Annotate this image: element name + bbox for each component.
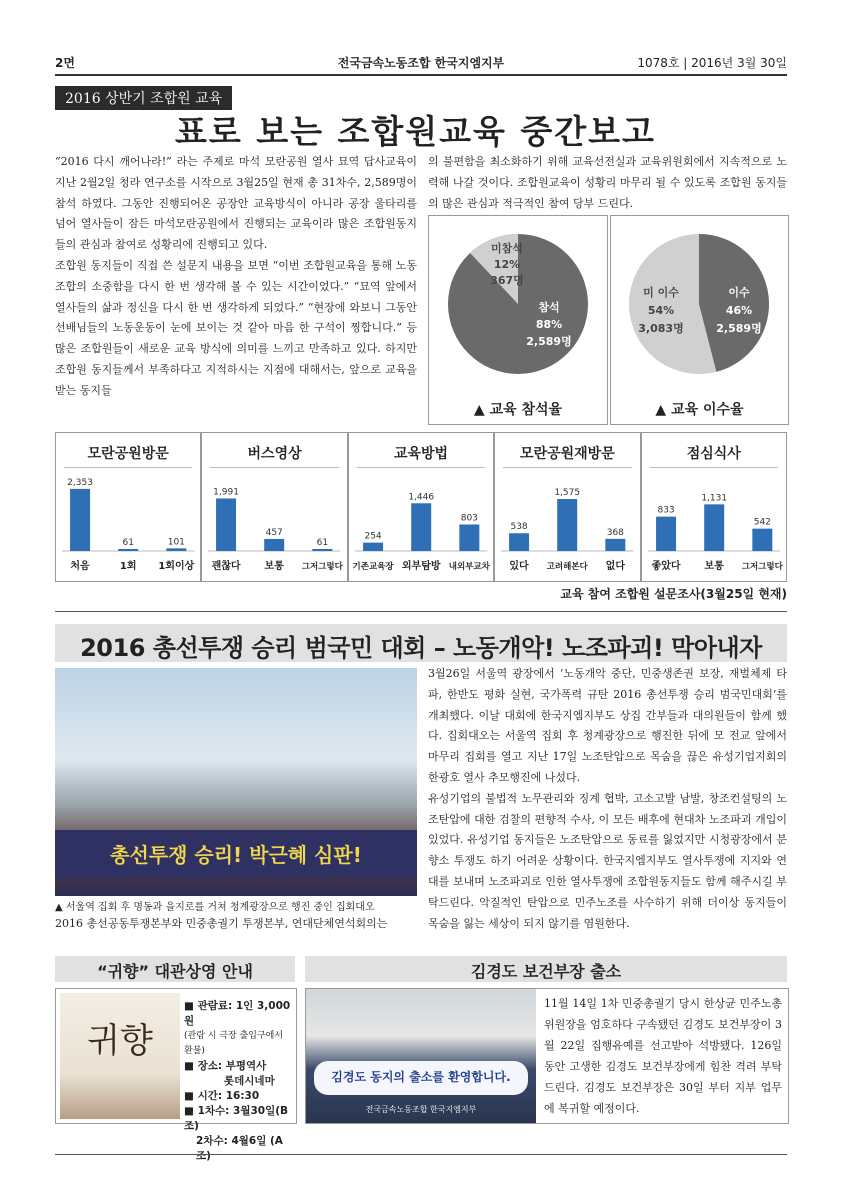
pie-count: 2,589명 (526, 335, 572, 348)
info-line: 2차수: 4월6일 (A조) (196, 1135, 283, 1162)
bar (70, 489, 90, 551)
bar-chart-4 (494, 432, 640, 582)
bar-value-label: 368 (606, 527, 625, 538)
chart-plot (202, 473, 346, 578)
page-header (55, 50, 787, 70)
chart-title: 교육방법 (393, 446, 449, 462)
bar (509, 533, 529, 551)
category-label: 1회이상 (158, 561, 195, 572)
article4-title: 김경도 보건부장 출소 (470, 962, 622, 981)
pie-pct: 12% (493, 258, 521, 271)
info-line: ■ 관람료: 1인 3,000원 (184, 1000, 291, 1027)
chart-title-rule (64, 467, 192, 468)
category-label: 좋았다 (651, 561, 681, 572)
chart-title: 모란공원재방문 (520, 446, 615, 462)
article2-right-text (428, 664, 787, 934)
movie-poster (60, 993, 180, 1119)
bar (557, 499, 577, 551)
info-line: 롯데시네마 (224, 1075, 275, 1087)
issue-date: 1078호 | 2016년 3월 30일 (637, 56, 787, 70)
chart-title-rule (357, 467, 485, 468)
bar (704, 504, 724, 551)
bar-value-label: 833 (657, 505, 675, 516)
pie-count: 3,083명 (638, 322, 684, 335)
pie-completion (610, 215, 789, 425)
info-line: (관람 시 극장 출입구에서 환불) (184, 1031, 284, 1056)
article1-left-text (55, 152, 417, 422)
bar-value-label: 1,131 (700, 493, 727, 504)
footer-rule (55, 1154, 787, 1155)
header-rule (55, 74, 787, 76)
chart-plot (56, 473, 200, 578)
survey-caption: 교육 참여 조합원 설문조사(3월25일 현재) (560, 587, 787, 601)
pie-completion-svg (611, 216, 788, 396)
category-label: 보통 (704, 561, 724, 572)
bar (363, 543, 383, 551)
release-photo (306, 989, 536, 1123)
chart-title: 모란공원방문 (87, 446, 169, 462)
category-label: 기존교육장 (352, 562, 394, 572)
category-label: 처음 (70, 561, 90, 572)
article3-box (55, 988, 297, 1162)
chart-plot (349, 473, 493, 578)
pie-label: 미 이수 (643, 286, 679, 299)
pie-caption: ▲ 교육 참석율 (473, 402, 563, 418)
bar-value-label: 538 (510, 522, 528, 533)
poster-title: 귀향 (87, 1021, 153, 1061)
chart-title-rule (650, 467, 778, 468)
bar (606, 539, 626, 551)
chart-plot (642, 473, 786, 578)
category-label: 고려해본다 (546, 562, 588, 572)
article4-title-banner (305, 956, 787, 982)
category-label: 그저그렇다 (302, 562, 344, 572)
pie-label: 미참석 (491, 242, 523, 255)
page-number: 2면 (55, 56, 75, 70)
bar (459, 525, 479, 551)
article2-title-banner (55, 624, 787, 662)
bar (216, 498, 236, 551)
bar (166, 548, 186, 551)
chart-title-rule (210, 467, 338, 468)
screening-info (184, 999, 294, 1164)
photo-caption: ▲ 서울역 집회 후 명동과 을지로를 거쳐 청계광장으로 행진 중인 집회대오 (55, 902, 375, 913)
bar-value-label: 457 (265, 527, 284, 538)
pie-label: 이수 (728, 286, 750, 299)
article3-title: “귀향” 대관상영 안내 (97, 962, 253, 981)
pie-count: 367명 (490, 274, 524, 287)
article1-title: 표로 보는 조합원교육 중간보고 (175, 112, 656, 151)
bar (656, 517, 676, 551)
pie-pct: 46% (725, 304, 753, 317)
bar (265, 539, 285, 551)
bar (118, 549, 138, 551)
article3-title-banner (55, 956, 295, 982)
bar-value-label: 101 (167, 537, 185, 548)
bar-chart-5 (641, 432, 787, 582)
article2-left-text: 2016 총선공동투쟁본부와 민중총궐기 투쟁본부, 연대단체연석회의는 (55, 917, 388, 930)
info-line: ■ 장소: 부평역사 (184, 1060, 267, 1072)
category-label: 없다 (605, 561, 626, 572)
bar (411, 503, 431, 551)
info-line: ■ 1차수: 3월30일(B조) (184, 1105, 289, 1132)
bar-value-label: 1,991 (213, 487, 240, 498)
info-line: ■ 시간: 16:30 (184, 1090, 260, 1102)
category-label: 1회 (119, 561, 137, 572)
paragraph: 조합원 동지들이 직접 쓴 설문지 내용을 보면 “이번 조합원교육을 통해 노동조합의 소중함을 다시 한 번 생각해 볼 수 있는 시간이었다.” “묘역 앞에서 열사들의 삶과 정신을 다시 한 번 생각하게 되었다.” “현장에 와보니 그동안 선배님들의 노동운동이 눈에 보이는 것 같아 마음 한 구석이 찡합니다.” 등 많은 조합원들이 새로운 교육 방식에 의미를 느끼고 만족하고 있다. 하지만 조합원 동지들께서 부족하다고 지적하시는 지점에 대해서는, 앞으로 교육을 받는 동지들 (55, 258, 417, 397)
photo-subbanner: 전국금속노동조합 한국지엠지부 (365, 1105, 477, 1114)
bar-chart-1 (55, 432, 201, 582)
chart-title-rule (503, 467, 631, 468)
photo-banner-text: 김경도 동지의 출소를 환영합니다. (331, 1070, 511, 1084)
pie-count: 2,589명 (716, 322, 762, 335)
category-label: 외부탐방 (401, 561, 441, 572)
paragraph: 유성기업의 불법적 노무관리와 징계 협박, 고소고발 남발, 창조컨설팅의 노조탄압에 대한 검찰의 편향적 수사, 이 모든 배후에 현대차 노조파괴 개입이 있었다. 유성기업 동지들은 노조탄압으로 동료를 잃었지만 시청광장에서 분향소 투쟁도 하기 어려운 상황이다. 한국지엠지부도 열사투쟁에 지지와 연대를 보내며 노조파괴로 인한 열사투쟁에 조합원동지들도 함께 해주시길 부탁드린다. 악질적인 탄압으로 민주노조를 사수하기 위해 더이상 동지들이 목숨을 잃는 세상이 되지 않기를 염원한다. (428, 791, 787, 930)
category-label: 있다 (509, 561, 529, 572)
category-label: 내외부교차 (448, 562, 490, 572)
org-name: 전국금속노동조합 한국지엠지부 (337, 56, 505, 70)
bar-value-label: 2,353 (67, 477, 93, 488)
photo-banner-text: 총선투쟁 승리! 박근혜 심판! (110, 843, 362, 867)
chart-title: 점심식사 (686, 446, 741, 462)
section-tag: 2016 상반기 조합원 교육 (55, 86, 232, 110)
article4-box (305, 988, 789, 1124)
bar-value-label: 803 (460, 513, 478, 524)
rally-photo (55, 668, 417, 896)
bar-value-label: 542 (753, 517, 771, 528)
bar-chart-2 (201, 432, 347, 582)
category-label: 괜찮다 (211, 561, 241, 572)
pie-pct: 88% (535, 318, 563, 331)
chart-plot (495, 473, 639, 578)
category-label: 그저그렇다 (741, 562, 783, 572)
bar-value-label: 254 (364, 531, 382, 542)
article4-text: 11월 14일 1차 민중총궐기 당시 한상균 민주노총 위원장을 엄호하다 구속됐던 김경도 보건부장이 3월 22일 집행유예를 선고받아 석방됐다. 126일 동안 고생한 김경도 보건부장에게 힘찬 격려 부탁드린다. 김경도 보건부장은 30일 부터 지부 업무에 복귀할 예정이다. (544, 997, 782, 1115)
chart-title: 버스영상 (247, 446, 302, 462)
pie-pct: 54% (647, 304, 675, 317)
bar (313, 549, 333, 551)
bar-value-label: 1,575 (554, 488, 581, 499)
pie-attendance (428, 215, 608, 425)
paragraph: “2016 다시 깨어나라!” 라는 주제로 마석 모란공원 열사 묘역 답사교육이 지난 2월2일 청라 연구소를 시작으로 3월25일 현재 총 31차수, 2,589명이 참석 하였다. 그동안 진행되어온 공장안 교육방식이 아니라 공장 울타리를 넘어 열사들이 잠든 마석모란공원에서 진행되는 교육이라 많은 조합원동지들의 관심과 참여로 성황리에 진행되고 있다. (55, 155, 417, 252)
pie-label: 참석 (538, 301, 560, 314)
bar (752, 529, 772, 551)
section-divider (55, 611, 787, 612)
pie-caption: ▲ 교육 이수율 (655, 402, 744, 418)
bar-value-label: 61 (122, 538, 134, 548)
paragraph: 3월26일 서울역 광장에서 ‘노동개악 중단, 민중생존권 보장, 재벌체제 타파, 한반도 평화 실현, 국가폭력 규탄 2016 총선투쟁 승리 범국민대회’를 개최했다. 이날 대회에 한국지엠지부도 상집 간부들과 대의원들이 함께 했다. 집회대오는 서울역 집회 후 청계광장으로 행진한 뒤에 모 전교 앞에서 마무리 집회를 열고 지난 17일 노조탄압으로 목숨을 끊은 유성기업지회의 한광호 열사 추모행진에 나섰다. (428, 667, 787, 784)
bar-chart-3 (348, 432, 494, 582)
article2-title: 2016 총선투쟁 승리 범국민 대회 – 노동개악! 노조파괴! 막아내자 (80, 634, 762, 662)
bar-value-label: 1,446 (408, 492, 434, 503)
article1-right-text: 의 불편함을 최소화하기 위해 교육선전실과 교육위원회에서 지속적으로 노력해 나갈 것이다. 조합원교육이 성황리 마무리 될 수 있도록 조합원 동지들의 많은 관심과 적극적인 참여 당부 드린다. (428, 155, 787, 210)
bar-value-label: 61 (316, 538, 329, 548)
category-label: 보통 (264, 561, 285, 572)
pie-attendance-svg (429, 216, 607, 396)
